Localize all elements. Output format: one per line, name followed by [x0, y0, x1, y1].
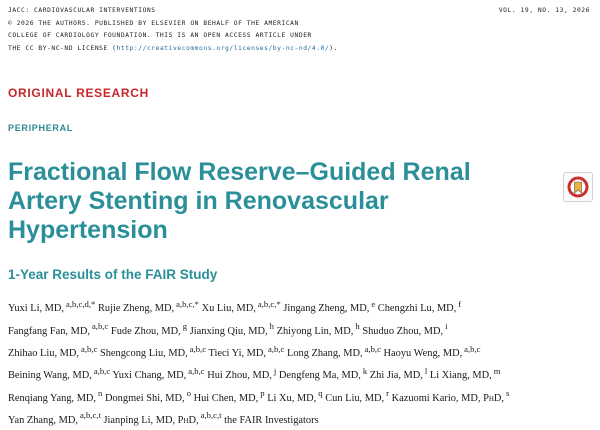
author-name: Rujie Zheng, MD,: [97, 303, 175, 315]
affiliation-marker[interactable]: a,b,c: [188, 365, 205, 376]
license-suffix: ).: [329, 44, 338, 52]
affiliation-marker[interactable]: f: [458, 299, 462, 309]
license-line: [8, 43, 438, 56]
author-name: Hui Zhou, MD,: [207, 370, 272, 382]
affiliation-marker[interactable]: l: [424, 365, 428, 376]
author-line: [8, 318, 593, 340]
author-line: [8, 385, 593, 407]
volume-info: VOL. 19, NO. 13, 2026: [498, 7, 590, 14]
author-name: Yuxi Chang, MD,: [112, 370, 187, 382]
article-subtitle: 1-Year Results of the FAIR Study: [8, 267, 218, 282]
author-name: Shuduo Zhou, MD,: [362, 325, 444, 337]
article-title: Fractional Flow Reserve–Guided Renal Artery Stenting in Renovascular Hypertension: [8, 158, 471, 244]
affiliation-marker[interactable]: p: [260, 388, 265, 399]
author-name: Dengfeng Ma, MD,: [278, 370, 361, 382]
journal-header: [8, 5, 438, 55]
license-link[interactable]: http://creativecommons.org/licenses/by-nc-nd/4.0/: [116, 44, 330, 52]
journal-name: JACC: CARDIOVASCULAR INTERVENTIONS: [8, 7, 156, 14]
author-name: Cun Liu, MD,: [325, 392, 385, 404]
author-name: Hui Chen, MD,: [193, 392, 259, 404]
author-name: Kazuomi Kario, MD, PhD,: [391, 392, 505, 404]
author-list: [8, 296, 593, 430]
license-prefix: THE CC BY-NC-ND LICENSE (: [8, 44, 117, 52]
author-name: Yan Zhang, MD,: [8, 414, 78, 426]
author-name: Jingang Zheng, MD,: [283, 303, 370, 315]
affiliation-marker[interactable]: h: [269, 321, 274, 332]
affiliation-marker[interactable]: r: [386, 388, 389, 399]
affiliation-marker[interactable]: a,b,c,d,*: [66, 299, 96, 309]
author-name: Haoyu Weng, MD,: [383, 348, 463, 359]
author-name: Zhi Jia, MD,: [369, 370, 423, 382]
copyright-line-2: COLLEGE OF CARDIOLOGY FOUNDATION. THIS IS AN OPEN ACCESS ARTICLE UNDER: [8, 32, 312, 39]
affiliation-marker[interactable]: e: [371, 299, 376, 309]
affiliation-marker[interactable]: g: [182, 321, 188, 332]
crossmark-button[interactable]: [563, 172, 593, 202]
author-name: Yuxi Li, MD,: [8, 303, 64, 315]
copyright-line-1: © 2026 THE AUTHORS. PUBLISHED BY ELSEVIER ON BEHALF OF THE AMERICAN: [8, 19, 299, 27]
affiliation-marker[interactable]: a,b,c,*: [257, 299, 281, 309]
affiliation-marker[interactable]: q: [318, 388, 323, 399]
affiliation-marker[interactable]: a,b,c,*: [176, 299, 199, 309]
author-name: Zhiyong Lin, MD,: [276, 325, 354, 337]
affiliation-marker[interactable]: j: [273, 365, 277, 376]
affiliation-marker[interactable]: i: [445, 321, 448, 332]
affiliation-marker[interactable]: m: [493, 365, 501, 376]
author-name: Beining Wang, MD,: [8, 370, 92, 382]
author-name: the FAIR Investigators: [224, 414, 319, 426]
author-name: Renqiang Yang, MD,: [8, 392, 97, 404]
affiliation-marker[interactable]: a,b,c: [364, 343, 381, 354]
affiliation-marker[interactable]: a,b,c,t: [79, 410, 101, 421]
crossmark-icon: [564, 173, 592, 201]
author-name: Long Zhang, MD,: [286, 348, 363, 359]
affiliation-marker[interactable]: a,b,c: [93, 365, 111, 376]
subsection-label: PERIPHERAL: [8, 123, 74, 133]
affiliation-marker[interactable]: n: [98, 388, 103, 399]
affiliation-marker[interactable]: a,b,c: [91, 321, 109, 332]
author-name: Xu Liu, MD,: [201, 303, 256, 315]
author-line: [8, 341, 593, 363]
affiliation-marker[interactable]: a,b,c: [464, 343, 481, 354]
author-name: Jianping Li, MD, PhD,: [103, 414, 199, 426]
section-label: ORIGINAL RESEARCH: [8, 86, 150, 100]
affiliation-marker[interactable]: s: [506, 388, 510, 399]
author-name: Jianxing Qiu, MD,: [189, 325, 268, 337]
author-name: Chengzhi Lu, MD,: [377, 303, 457, 315]
author-name: Fangfang Fan, MD,: [8, 325, 90, 337]
affiliation-marker[interactable]: h: [355, 321, 360, 332]
affiliation-marker[interactable]: a,b,c: [268, 343, 285, 354]
author-name: Fude Zhou, MD,: [110, 325, 181, 337]
author-name: Shengcong Liu, MD,: [99, 348, 188, 359]
author-line: [8, 363, 593, 385]
author-name: Dongmei Shi, MD,: [104, 392, 185, 404]
author-name: Tieci Yi, MD,: [208, 348, 267, 359]
affiliation-marker[interactable]: a,b,c: [189, 343, 207, 354]
author-name: Zhihao Liu, MD,: [8, 348, 79, 359]
author-name: Li Xiang, MD,: [429, 370, 492, 382]
affiliation-marker[interactable]: o: [186, 388, 191, 399]
affiliation-marker[interactable]: a,b,c,t: [200, 410, 222, 421]
affiliation-marker[interactable]: k: [362, 365, 368, 376]
author-line: [8, 407, 593, 429]
affiliation-marker[interactable]: a,b,c: [81, 343, 98, 354]
author-line: [8, 296, 593, 318]
author-name: Li Xu, MD,: [267, 392, 317, 404]
